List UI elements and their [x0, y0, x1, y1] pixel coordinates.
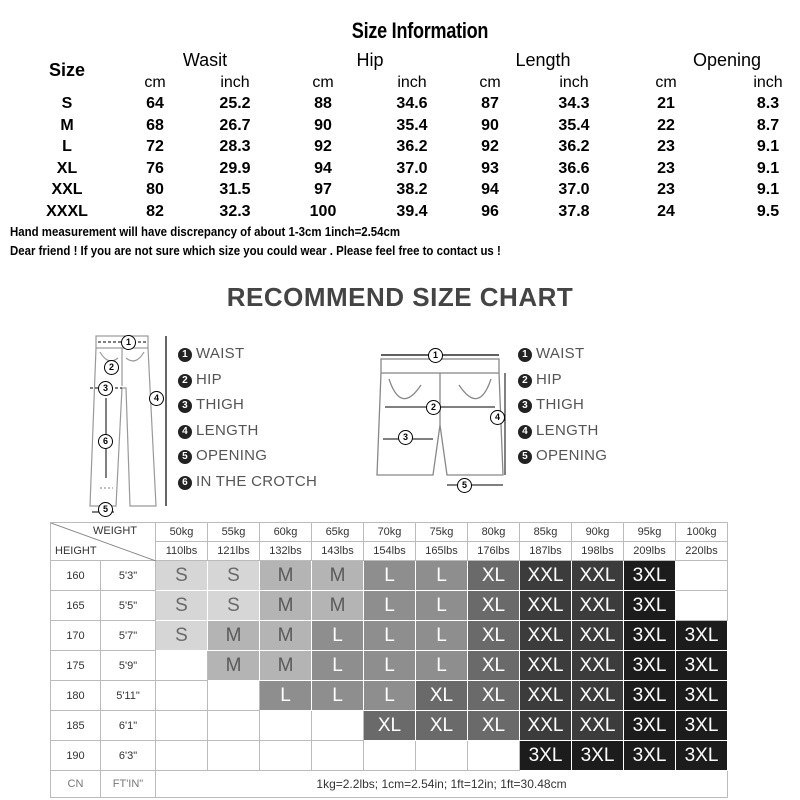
size-recommendation-cell: 3XL [624, 651, 676, 681]
size-recommendation-cell: M [208, 651, 260, 681]
size-value-cell: 94 [481, 181, 499, 199]
size-recommendation-cell: 3XL [676, 741, 728, 771]
legend-label: WAIST [536, 345, 585, 362]
unit-header: inch [559, 74, 589, 91]
height-cm-cell: 185 [51, 711, 101, 741]
size-recommendation-cell: XXL [520, 561, 572, 591]
weight-kg-header: 95kg [624, 523, 676, 542]
size-recommendation-cell: L [312, 681, 364, 711]
size-recommendation-cell: L [312, 651, 364, 681]
legend-label: THIGH [536, 396, 585, 414]
shorts-pocket-right [459, 379, 491, 399]
size-recommendation-cell: XL [468, 711, 520, 741]
size-recommendation-cell: S [156, 591, 208, 621]
size-recommendation-cell: 3XL [676, 711, 728, 741]
height-cm-cell: 180 [51, 681, 101, 711]
footer-cn-cell: CN [51, 771, 101, 798]
empty-grid-cell [156, 651, 208, 681]
weight-kg-header: 60kg [260, 523, 312, 542]
size-value-cell: 23 [657, 159, 675, 177]
legend-number-badge: 4 [178, 425, 192, 439]
weight-kg-header: 70kg [364, 523, 416, 542]
empty-grid-cell [468, 741, 520, 771]
size-value-cell: 29.9 [219, 159, 251, 177]
size-value-cell: 88 [314, 95, 332, 112]
size-recommendation-cell: M [312, 591, 364, 621]
measure-marker-3: 3 [398, 430, 413, 445]
size-recommendation-cell: 3XL [520, 741, 572, 771]
legend-number-badge: 6 [178, 476, 192, 490]
size-value-cell: 97 [314, 181, 332, 199]
size-recommendation-cell: M [260, 621, 312, 651]
height-cm-cell: 170 [51, 621, 101, 651]
legend-item [178, 371, 222, 388]
weight-lbs-header: 110lbs [156, 542, 208, 561]
height-cm-cell: 165 [51, 591, 101, 621]
unit-header: inch [397, 74, 427, 91]
size-value-cell: 28.3 [219, 138, 251, 156]
size-recommendation-cell: L [364, 681, 416, 711]
height-ft-cell: 5'11" [101, 681, 156, 711]
size-value-cell: 23 [657, 181, 675, 199]
legend-item [518, 345, 584, 362]
size-recommendation-cell: XL [468, 561, 520, 591]
size-value-cell: 100 [309, 203, 337, 220]
size-value-cell: 96 [481, 203, 499, 220]
legend-number-badge: 3 [178, 399, 192, 413]
empty-grid-cell [156, 741, 208, 771]
size-recommendation-cell: S [156, 561, 208, 591]
recommend-size-chart-title: RECOMMEND SIZE CHART [226, 282, 574, 312]
size-value-cell: 64 [146, 95, 164, 112]
size-recommendation-cell: XL [468, 621, 520, 651]
size-recommendation-cell: 3XL [624, 561, 676, 591]
size-value-cell: 36.2 [558, 138, 590, 156]
weight-kg-header: 100kg [676, 523, 728, 542]
size-value-cell: 72 [146, 138, 164, 156]
size-recommendation-cell: 3XL [572, 741, 624, 771]
conversion-note: 1kg=2.2lbs; 1cm=2.54in; 1ft=12in; 1ft=30.48cm [156, 771, 728, 798]
recommend-size-grid [50, 522, 728, 798]
size-recommendation-cell: XXL [572, 561, 624, 591]
size-value-cell: 36.2 [396, 138, 428, 156]
measure-marker-1: 1 [121, 335, 136, 350]
size-recommendation-cell: S [156, 621, 208, 651]
empty-grid-cell [676, 561, 728, 591]
height-axis-label: HEIGHT [55, 545, 97, 557]
empty-grid-cell [312, 741, 364, 771]
size-value-cell: 8.3 [756, 95, 780, 112]
weight-lbs-header: 154lbs [364, 542, 416, 561]
legend-number-badge: 2 [518, 374, 532, 388]
weight-lbs-header: 165lbs [416, 542, 468, 561]
shorts-pocket-left [389, 379, 421, 399]
size-value-cell: 9.5 [756, 203, 780, 220]
legend-number-badge: 4 [518, 425, 532, 439]
legend-item [178, 473, 317, 490]
weight-lbs-header: 198lbs [572, 542, 624, 561]
size-value-cell: 82 [146, 203, 164, 220]
measure-marker-3: 3 [98, 381, 113, 396]
unit-header: inch [753, 74, 783, 91]
size-recommendation-cell: XXL [572, 591, 624, 621]
weight-kg-header: 65kg [312, 523, 364, 542]
size-value-cell: 35.4 [558, 116, 590, 134]
size-recommendation-cell: XL [468, 591, 520, 621]
weight-lbs-header: 132lbs [260, 542, 312, 561]
size-recommendation-cell: 3XL [624, 591, 676, 621]
column-group-hip: Hip [356, 50, 384, 70]
empty-grid-cell [208, 741, 260, 771]
size-recommendation-cell: 3XL [676, 681, 728, 711]
size-value-cell: 76 [146, 159, 164, 177]
height-ft-cell: 6'1" [101, 711, 156, 741]
weight-kg-header: 50kg [156, 523, 208, 542]
legend-item [518, 422, 599, 439]
size-value-cell: 22 [657, 116, 675, 134]
size-recommendation-cell: L [416, 621, 468, 651]
measure-marker-6: 6 [98, 434, 113, 449]
size-recommendation-cell: L [364, 591, 416, 621]
size-recommendation-cell: 3XL [676, 651, 728, 681]
weight-kg-header: 85kg [520, 523, 572, 542]
measure-marker-2: 2 [104, 360, 119, 375]
size-value-cell: 23 [657, 138, 675, 156]
size-column-label: Size [48, 60, 86, 80]
height-ft-cell: 5'9" [101, 651, 156, 681]
size-recommendation-cell: 3XL [624, 621, 676, 651]
weight-lbs-header: 143lbs [312, 542, 364, 561]
size-recommendation-cell: XXL [520, 591, 572, 621]
measure-marker-5: 5 [98, 502, 113, 517]
size-recommendation-cell: XXL [572, 621, 624, 651]
size-recommendation-cell: XXL [520, 711, 572, 741]
legend-number-badge: 5 [178, 450, 192, 464]
legend-item [178, 447, 267, 464]
size-recommendation-cell: L [364, 621, 416, 651]
size-value-cell: 9.1 [756, 181, 780, 199]
size-value-cell: 38.2 [396, 181, 428, 199]
size-row-label: XXL [51, 181, 83, 199]
size-recommendation-cell: L [364, 561, 416, 591]
height-cm-cell: 175 [51, 651, 101, 681]
size-recommendation-cell: XXL [572, 681, 624, 711]
weight-lbs-header: 187lbs [520, 542, 572, 561]
height-ft-cell: 5'5" [101, 591, 156, 621]
size-recommendation-cell: 3XL [624, 741, 676, 771]
weight-kg-header: 55kg [208, 523, 260, 542]
legend-item [178, 396, 244, 413]
size-row-label: S [61, 95, 73, 112]
pants-pocket-right [126, 352, 144, 361]
weight-axis-label: WEIGHT [93, 525, 137, 537]
empty-grid-cell [260, 741, 312, 771]
size-information-title: Size Information [351, 18, 489, 43]
size-recommendation-cell: XXL [572, 651, 624, 681]
size-value-cell: 36.6 [558, 159, 590, 177]
legend-label: OPENING [536, 447, 608, 465]
size-recommendation-cell: S [208, 561, 260, 591]
legend-item [178, 345, 244, 362]
size-value-cell: 26.7 [219, 116, 251, 134]
size-recommendation-cell: 3XL [624, 711, 676, 741]
unit-header: inch [220, 74, 250, 91]
size-recommendation-cell: XL [416, 681, 468, 711]
size-row-label: XXXL [46, 203, 88, 220]
legend-label: HIP [196, 370, 222, 388]
contact-note: Dear friend ! If you are not sure which size you could wear . Please feel free to contact us ! [10, 243, 501, 258]
size-recommendation-cell: L [260, 681, 312, 711]
size-recommendation-cell: 3XL [624, 681, 676, 711]
size-value-cell: 93 [481, 159, 499, 177]
empty-grid-cell [260, 711, 312, 741]
size-recommendation-cell: XXL [520, 681, 572, 711]
empty-grid-cell [156, 681, 208, 711]
size-value-cell: 9.1 [756, 159, 780, 177]
weight-lbs-header: 209lbs [624, 542, 676, 561]
unit-header: cm [479, 74, 501, 91]
legend-label: THIGH [196, 396, 245, 414]
size-recommendation-cell: XL [364, 711, 416, 741]
size-value-cell: 35.4 [396, 116, 428, 134]
size-recommendation-cell: M [260, 591, 312, 621]
legend-number-badge: 3 [518, 399, 532, 413]
legend-label: WAIST [196, 345, 245, 362]
size-value-cell: 34.3 [558, 95, 590, 112]
empty-grid-cell [312, 711, 364, 741]
footer-ftin-cell: FT'IN" [101, 771, 156, 798]
size-value-cell: 90 [314, 116, 332, 134]
measure-marker-2: 2 [426, 400, 441, 415]
measure-marker-4: 4 [149, 391, 164, 406]
unit-header: cm [144, 74, 166, 91]
legend-item [518, 447, 607, 464]
measure-marker-4: 4 [490, 410, 505, 425]
height-cm-cell: 190 [51, 741, 101, 771]
legend-number-badge: 2 [178, 374, 192, 388]
size-value-cell: 8.7 [756, 116, 780, 134]
height-ft-cell: 5'7" [101, 621, 156, 651]
empty-grid-cell [364, 741, 416, 771]
column-group-opening: Opening [692, 50, 762, 70]
legend-item [518, 371, 562, 388]
height-cm-cell: 160 [51, 561, 101, 591]
legend-item [178, 422, 259, 439]
legend-label: IN THE CROTCH [196, 473, 318, 490]
size-recommendation-cell: M [260, 561, 312, 591]
weight-lbs-header: 176lbs [468, 542, 520, 561]
size-value-cell: 92 [314, 138, 332, 156]
size-value-cell: 21 [657, 95, 675, 112]
size-recommendation-cell: L [364, 651, 416, 681]
measure-marker-1: 1 [428, 348, 443, 363]
size-recommendation-cell: L [312, 621, 364, 651]
empty-grid-cell [208, 711, 260, 741]
pants-outline [90, 348, 156, 506]
legend-number-badge: 1 [178, 348, 192, 362]
weight-kg-header: 75kg [416, 523, 468, 542]
unit-header: cm [655, 74, 677, 91]
size-row-label: L [62, 138, 72, 156]
column-group-length: Length [515, 50, 571, 70]
weight-kg-header: 90kg [572, 523, 624, 542]
weight-kg-header: 80kg [468, 523, 520, 542]
size-recommendation-cell: XL [416, 711, 468, 741]
legend-number-badge: 5 [518, 450, 532, 464]
size-value-cell: 39.4 [396, 203, 428, 220]
legend-item [518, 396, 584, 413]
weight-lbs-header: 220lbs [676, 542, 728, 561]
size-recommendation-cell: XXL [520, 621, 572, 651]
pants-illustration [78, 328, 178, 518]
size-recommendation-cell: L [416, 651, 468, 681]
size-row-label: M [60, 116, 74, 134]
size-value-cell: 87 [481, 95, 499, 112]
legend-label: LENGTH [196, 421, 259, 439]
unit-header: cm [312, 74, 334, 91]
size-value-cell: 80 [146, 181, 164, 199]
height-ft-cell: 6'3" [101, 741, 156, 771]
size-recommendation-cell: M [260, 651, 312, 681]
size-recommendation-cell: L [416, 561, 468, 591]
size-recommendation-cell: XXL [520, 651, 572, 681]
size-recommendation-cell: XXL [572, 711, 624, 741]
size-value-cell: 32.3 [219, 203, 251, 220]
size-value-cell: 37.0 [396, 159, 428, 177]
size-value-cell: 37.0 [558, 181, 590, 199]
size-value-cell: 31.5 [219, 181, 251, 199]
legend-label: HIP [536, 370, 562, 388]
legend-label: LENGTH [536, 421, 599, 439]
empty-grid-cell [676, 591, 728, 621]
height-ft-cell: 5'3" [101, 561, 156, 591]
size-recommendation-cell: 3XL [676, 621, 728, 651]
size-value-cell: 37.8 [558, 203, 590, 220]
size-value-cell: 68 [146, 116, 164, 134]
size-value-cell: 34.6 [396, 95, 428, 112]
measure-marker-5: 5 [457, 478, 472, 493]
size-value-cell: 92 [481, 138, 499, 156]
column-group-wasit: Wasit [182, 50, 228, 70]
size-value-cell: 90 [481, 116, 499, 134]
size-value-cell: 24 [657, 203, 675, 220]
size-value-cell: 25.2 [219, 95, 251, 112]
size-recommendation-cell: XL [468, 651, 520, 681]
size-recommendation-cell: S [208, 591, 260, 621]
legend-label: OPENING [196, 447, 268, 465]
empty-grid-cell [156, 711, 208, 741]
size-recommendation-cell: XL [468, 681, 520, 711]
empty-grid-cell [208, 681, 260, 711]
size-recommendation-cell: L [416, 591, 468, 621]
legend-number-badge: 1 [518, 348, 532, 362]
weight-lbs-header: 121lbs [208, 542, 260, 561]
size-row-label: XL [56, 159, 78, 177]
size-value-cell: 94 [314, 159, 332, 177]
empty-grid-cell [416, 741, 468, 771]
size-recommendation-cell: M [312, 561, 364, 591]
measurement-note: Hand measurement will have discrepancy of about 1-3cm 1inch=2.54cm [10, 224, 401, 239]
size-recommendation-cell: M [208, 621, 260, 651]
size-value-cell: 9.1 [756, 138, 780, 156]
